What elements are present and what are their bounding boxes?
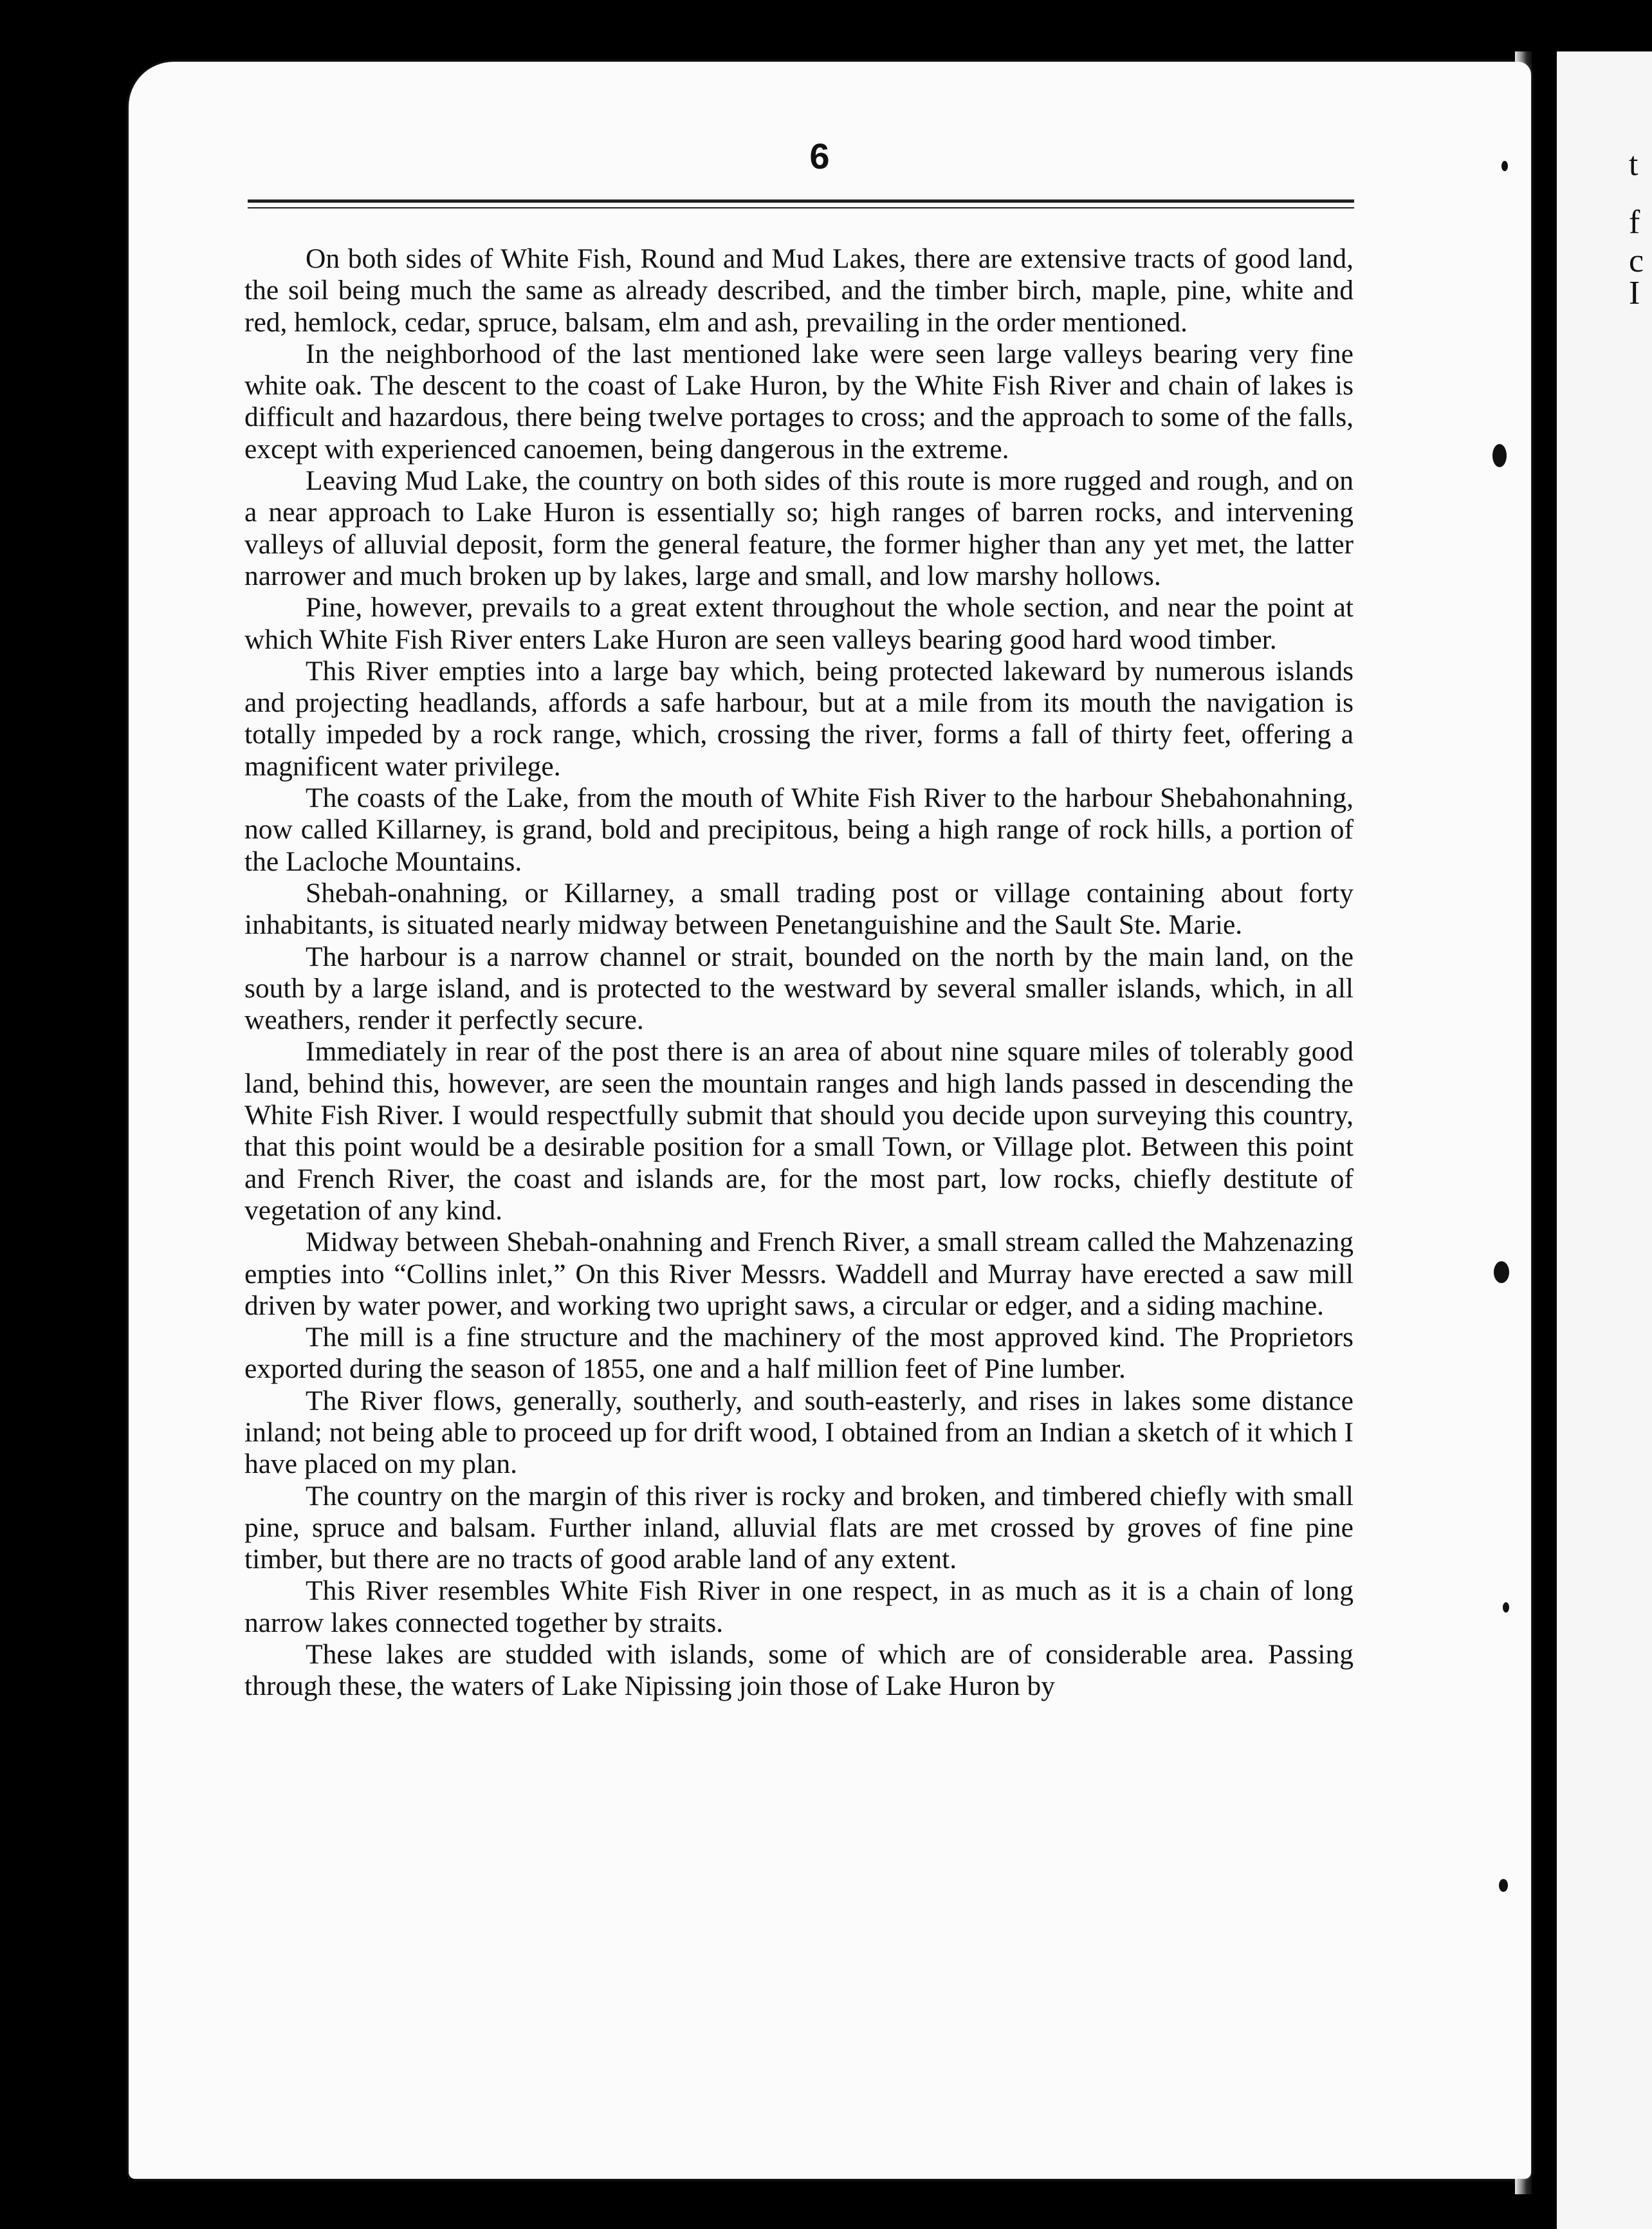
- page-number: 6: [809, 136, 830, 176]
- header-rule: [248, 199, 1354, 203]
- paragraph: Shebah-onahning, or Killarney, a small trading post or village containing about forty inhabitants, is situated nearly midway between Penetanguishine and the Sault Ste. Marie.: [244, 877, 1354, 941]
- paragraph: This River empties into a large bay which, being protected lakeward by numerous islands and projecting headlands, affords a safe harbour, but at a mile from its mouth the navigation is totally impeded by a rock range, which, crossing the river, forms a fall of thirty feet, offering a magnificent water privilege.: [244, 655, 1354, 782]
- paragraph: These lakes are studded with islands, some of which are of considerable area. Passing through these, the waters of Lake Nipissing join those of Lake Huron by: [244, 1639, 1354, 1702]
- edge-glyph: t: [1629, 146, 1638, 183]
- scan-speck: [1499, 1879, 1508, 1892]
- edge-glyph: f: [1629, 204, 1640, 241]
- scan-speck: [1492, 444, 1507, 467]
- paragraph: The coasts of the Lake, from the mouth of White Fish River to the harbour Shebahonahning, now called Killarney, is grand, bold and precipitous, being a high range of rock hills, a portion of the Lacloche Mountains.: [244, 782, 1354, 877]
- paragraph: Leaving Mud Lake, the country on both sides of this route is more rugged and rough, and on a near approach to Lake Huron is essentially so; high ranges of barren rocks, and intervening valleys of alluvial deposit, form the general feature, the former higher than any yet met, the latter narrower and much broken up by lakes, large and small, and low marshy hollows.: [244, 465, 1354, 591]
- paragraph: On both sides of White Fish, Round and Mud Lakes, there are extensive tracts of good land, the soil being much the same as already described, and the timber birch, maple, pine, white and red, hemlock, cedar, spruce, balsam, elm and ash, prevailing in the order mentioned.: [244, 243, 1354, 338]
- paragraph: The country on the margin of this river is rocky and broken, and timbered chiefly with small pine, spruce and balsam. Further inland, alluvial flats are met crossed by groves of fine pine timber, but there are no tracts of good arable land of any extent.: [244, 1480, 1354, 1575]
- edge-glyph: I: [1629, 275, 1640, 311]
- edge-glyph: c: [1629, 243, 1644, 279]
- body-text: [244, 243, 1354, 1703]
- adjacent-page-edge: [1557, 51, 1652, 2229]
- paragraph: Immediately in rear of the post there is an area of about nine square miles of tolerably good land, behind this, however, are seen the mountain ranges and high lands passed in descending the White Fish River. I would respectfully submit that should you decide upon surveying this country, that this point would be a desirable position for a small Town, or Village plot. Between this point and French River, the coast and islands are, for the most part, low rocks, chiefly destitute of vegetation of any kind.: [244, 1036, 1354, 1226]
- scan-speck: [1503, 1602, 1509, 1613]
- paragraph: The harbour is a narrow channel or strait, bounded on the north by the main land, on the south by a large island, and is protected to the westward by several smaller islands, which, in all weathers, render it perfectly secure.: [244, 941, 1354, 1036]
- paragraph: In the neighborhood of the last mentioned lake were seen large valleys bearing very fine white oak. The descent to the coast of Lake Huron, by the White Fish River and chain of lakes is difficult and hazardous, there being twelve portages to cross; and the approach to some of the falls, except with experienced canoemen, being dangerous in the extreme.: [244, 338, 1354, 465]
- paragraph: The mill is a fine structure and the machinery of the most approved kind. The Proprietors exported during the season of 1855, one and a half million feet of Pine lumber.: [244, 1322, 1354, 1385]
- paragraph: This River resembles White Fish River in one respect, in as much as it is a chain of long narrow lakes connected together by straits.: [244, 1575, 1354, 1638]
- scan-speck: [1494, 1261, 1509, 1283]
- paragraph: Pine, however, prevails to a great extent throughout the whole section, and near the point at which White Fish River enters Lake Huron are seen valleys bearing good hard wood timber.: [244, 592, 1354, 655]
- header-rule-thin: [248, 207, 1354, 208]
- paragraph: Midway between Shebah-onahning and French River, a small stream called the Mahzenazing empties into “Collins inlet,” On this River Messrs. Waddell and Murray have erected a saw mill driven by water power, and working two upright saws, a circular or edger, and a siding machine.: [244, 1226, 1354, 1321]
- paragraph: The River flows, generally, southerly, and south-easterly, and rises in lakes some distance inland; not being able to proceed up for drift wood, I obtained from an Indian a sketch of it which I have placed on my plan.: [244, 1385, 1354, 1480]
